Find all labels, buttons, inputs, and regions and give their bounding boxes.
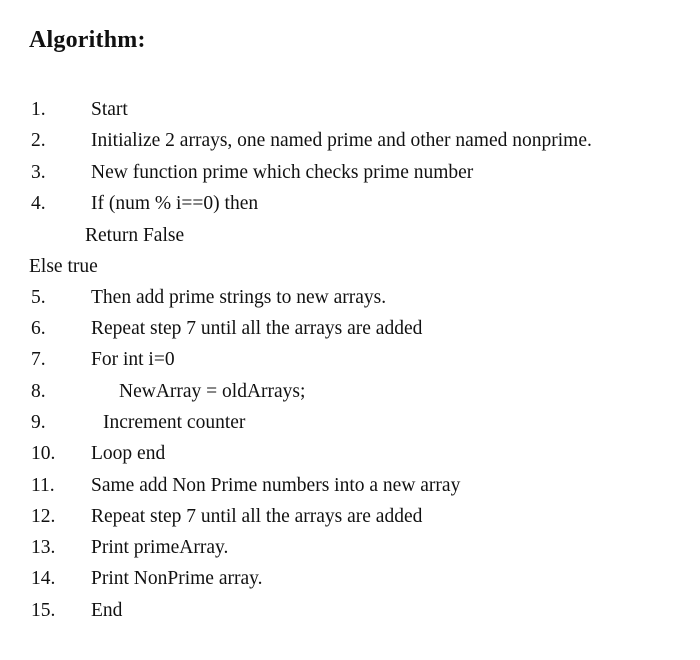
step-number: 4. [31,193,46,214]
step-text: Return False [85,225,185,246]
step-number: 13. [31,537,56,558]
step-text: Increment counter [103,412,246,433]
step-number: 12. [31,506,56,527]
step-number: 11. [31,475,55,496]
step-text: For int i=0 [91,349,175,370]
step-text: Print NonPrime array. [91,568,263,589]
step-text: Print primeArray. [91,537,229,558]
step-text: Repeat step 7 until all the arrays are added [91,318,423,339]
step-text: If (num % i==0) then [91,193,259,214]
step-text: Loop end [91,443,166,464]
step-text: Repeat step 7 until all the arrays are added [91,506,423,527]
step-number: 1. [31,99,46,120]
step-number: 9. [31,412,46,433]
step-text: NewArray = oldArrays; [119,381,306,402]
step-text: Then add prime strings to new arrays. [91,287,387,308]
step-text: Else true [29,256,98,277]
step-number: 7. [31,349,46,370]
step-number: 8. [31,381,46,402]
step-number: 14. [31,568,56,589]
step-number: 2. [31,130,46,151]
document-title: Algorithm: [29,27,146,53]
step-number: 5. [31,287,46,308]
step-text: Same add Non Prime numbers into a new array [91,475,461,496]
step-number: 6. [31,318,46,339]
step-number: 15. [31,600,56,621]
step-text: Initialize 2 arrays, one named prime and other named nonprime. [91,130,592,151]
step-text: New function prime which checks prime number [91,162,474,183]
step-number: 10. [31,443,56,464]
step-text: Start [91,99,128,120]
step-text: End [91,600,123,621]
step-number: 3. [31,162,46,183]
